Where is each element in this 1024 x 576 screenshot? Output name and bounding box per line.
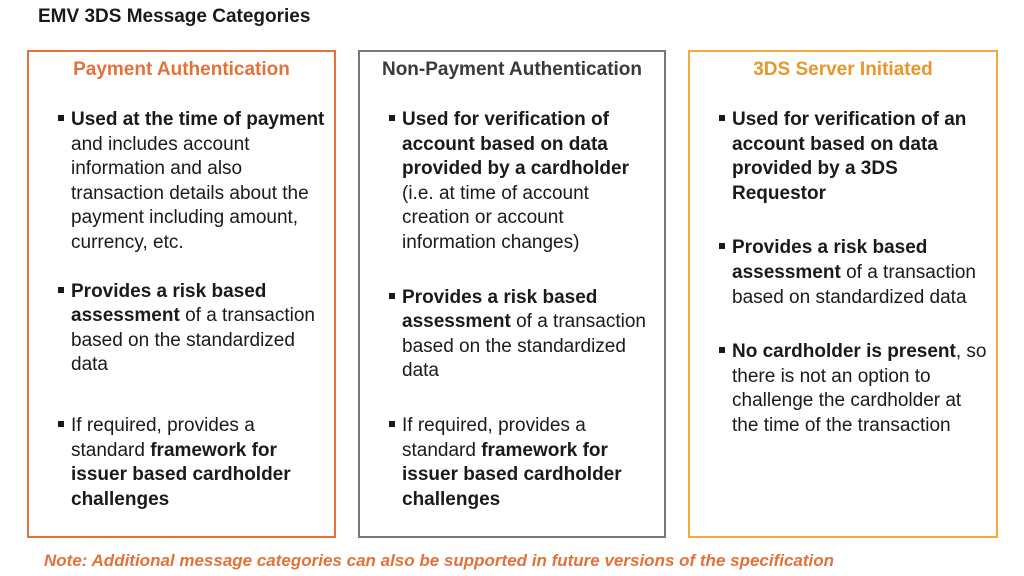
bullet-item: Used for verification of an account based on data provided by a 3DS Requestor [690,108,996,206]
bullet-list [360,108,664,536]
card-non-payment-authentication [358,50,666,538]
bullet-list [690,108,996,463]
page-title: EMV 3DS Message Categories [38,6,311,27]
card-payment-authentication [27,50,336,538]
footnote: Note: Additional message categories can also be supported in future versions of the specification [44,551,835,570]
bullet-item: Provides a risk based assessment of a transaction based on standardized data [690,236,996,310]
bullet-list [29,108,334,536]
card-heading: Non-Payment Authentication [381,59,643,80]
bullet-item: Used for verification of account based on data provided by a cardholder (i.e. at time of account creation or account information changes) [360,108,664,256]
card-3ds-server-initiated [688,50,998,538]
bullet-item: No cardholder is present, so there is not an option to challenge the cardholder at the time of the transaction [690,340,996,438]
bullet-item: If required, provides a standard framework for issuer based cardholder challenges [29,414,334,512]
bullet-item: Provides a risk based assessment of a transaction based on the standardized data [29,280,334,378]
bullet-item: Used at the time of payment and includes account information and also transaction details about the payment including amount, currency, etc. [29,108,334,256]
card-heading: Payment Authentication [73,59,290,80]
bullet-item: Provides a risk based assessment of a transaction based on the standardized data [360,286,664,384]
card-heading: 3DS Server Initiated [753,59,933,80]
bullet-item: If required, provides a standard framework for issuer based cardholder challenges [360,414,664,512]
